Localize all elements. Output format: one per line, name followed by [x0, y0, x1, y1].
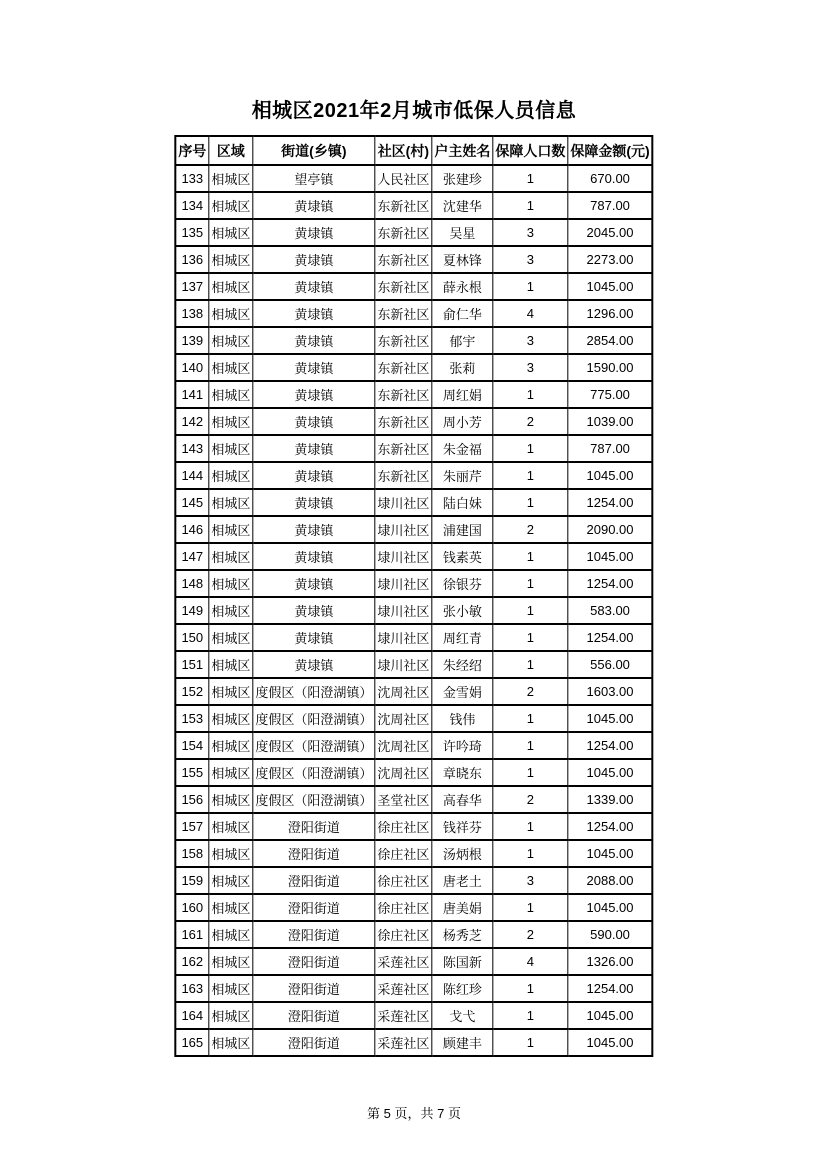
table-cell: 圣堂社区	[375, 786, 432, 813]
table-row	[175, 300, 652, 327]
table-cell: 东新社区	[375, 408, 432, 435]
table-row	[175, 543, 652, 570]
table-cell: 1	[493, 975, 568, 1002]
table-cell: 澄阳街道	[253, 1029, 375, 1056]
table-cell: 东新社区	[375, 273, 432, 300]
table-cell: 136	[175, 246, 209, 273]
table-cell: 相城区	[209, 1029, 253, 1056]
table-cell: 143	[175, 435, 209, 462]
table-cell: 1	[493, 1029, 568, 1056]
column-header: 保障人口数	[493, 136, 568, 165]
table-cell: 1045.00	[568, 840, 653, 867]
table-cell: 157	[175, 813, 209, 840]
table-cell: 135	[175, 219, 209, 246]
table-cell: 1	[493, 381, 568, 408]
table-cell: 相城区	[209, 192, 253, 219]
table-cell: 3	[493, 354, 568, 381]
table-cell: 章晓东	[432, 759, 493, 786]
table-row	[175, 732, 652, 759]
table-cell: 相城区	[209, 732, 253, 759]
table-cell: 埭川社区	[375, 516, 432, 543]
table-cell: 1254.00	[568, 624, 653, 651]
table-cell: 东新社区	[375, 435, 432, 462]
table-cell: 黄埭镇	[253, 327, 375, 354]
table-cell: 黄埭镇	[253, 354, 375, 381]
table-cell: 沈周社区	[375, 759, 432, 786]
table-cell: 160	[175, 894, 209, 921]
table-cell: 钱伟	[432, 705, 493, 732]
table-cell: 相城区	[209, 678, 253, 705]
table-cell: 相城区	[209, 165, 253, 192]
table-cell: 相城区	[209, 246, 253, 273]
table-cell: 俞仁华	[432, 300, 493, 327]
table-cell: 1	[493, 543, 568, 570]
table-cell: 141	[175, 381, 209, 408]
table-cell: 汤炳根	[432, 840, 493, 867]
table-cell: 1045.00	[568, 543, 653, 570]
table-cell: 142	[175, 408, 209, 435]
table-cell: 相城区	[209, 300, 253, 327]
table-cell: 1	[493, 732, 568, 759]
table-cell: 徐庄社区	[375, 894, 432, 921]
table-cell: 159	[175, 867, 209, 894]
table-cell: 139	[175, 327, 209, 354]
table-cell: 黄埭镇	[253, 219, 375, 246]
table-cell: 钱祥芬	[432, 813, 493, 840]
table-cell: 唐老土	[432, 867, 493, 894]
table-cell: 1254.00	[568, 570, 653, 597]
table-cell: 相城区	[209, 651, 253, 678]
table-cell: 度假区（阳澄湖镇）	[253, 759, 375, 786]
table-cell: 望亭镇	[253, 165, 375, 192]
table-row	[175, 570, 652, 597]
table-cell: 沈建华	[432, 192, 493, 219]
table-cell: 朱丽芹	[432, 462, 493, 489]
table-cell: 相城区	[209, 219, 253, 246]
table-cell: 相城区	[209, 867, 253, 894]
table-cell: 1	[493, 570, 568, 597]
column-header: 区域	[209, 136, 253, 165]
table-cell: 埭川社区	[375, 489, 432, 516]
table-cell: 黄埭镇	[253, 462, 375, 489]
table-header-row	[175, 136, 652, 165]
table-cell: 澄阳街道	[253, 867, 375, 894]
table-cell: 1	[493, 1002, 568, 1029]
table-cell: 3	[493, 219, 568, 246]
table-cell: 朱金福	[432, 435, 493, 462]
table-row	[175, 516, 652, 543]
table-cell: 黄埭镇	[253, 273, 375, 300]
table-row	[175, 948, 652, 975]
table-cell: 相城区	[209, 921, 253, 948]
table-cell: 黄埭镇	[253, 651, 375, 678]
table-cell: 1045.00	[568, 462, 653, 489]
table-row	[175, 759, 652, 786]
table-cell: 148	[175, 570, 209, 597]
table-cell: 采莲社区	[375, 948, 432, 975]
table-cell: 采莲社区	[375, 1029, 432, 1056]
table-row	[175, 435, 652, 462]
table-cell: 1	[493, 435, 568, 462]
table-cell: 2854.00	[568, 327, 653, 354]
table-cell: 590.00	[568, 921, 653, 948]
column-header: 社区(村)	[375, 136, 432, 165]
table-cell: 相城区	[209, 327, 253, 354]
table-cell: 张建珍	[432, 165, 493, 192]
table-cell: 1590.00	[568, 354, 653, 381]
table-cell: 杨秀芝	[432, 921, 493, 948]
table-cell: 黄埭镇	[253, 570, 375, 597]
table-cell: 163	[175, 975, 209, 1002]
table-cell: 134	[175, 192, 209, 219]
table-cell: 556.00	[568, 651, 653, 678]
table-cell: 陆白妹	[432, 489, 493, 516]
table-cell: 相城区	[209, 543, 253, 570]
table-cell: 相城区	[209, 381, 253, 408]
table-cell: 徐庄社区	[375, 867, 432, 894]
table-row	[175, 651, 652, 678]
table-cell: 1039.00	[568, 408, 653, 435]
table-cell: 黄埭镇	[253, 543, 375, 570]
table-cell: 东新社区	[375, 219, 432, 246]
table-cell: 161	[175, 921, 209, 948]
table-cell: 154	[175, 732, 209, 759]
table-cell: 沈周社区	[375, 732, 432, 759]
table-cell: 朱经绍	[432, 651, 493, 678]
table-cell: 3	[493, 246, 568, 273]
table-cell: 1045.00	[568, 1029, 653, 1056]
table-cell: 1339.00	[568, 786, 653, 813]
table-cell: 黄埭镇	[253, 300, 375, 327]
table-cell: 1	[493, 489, 568, 516]
table-cell: 相城区	[209, 597, 253, 624]
table-cell: 郁宇	[432, 327, 493, 354]
table-cell: 140	[175, 354, 209, 381]
table-cell: 153	[175, 705, 209, 732]
table-row	[175, 705, 652, 732]
table-cell: 1	[493, 759, 568, 786]
table-row	[175, 786, 652, 813]
table-row	[175, 1029, 652, 1056]
table-cell: 3	[493, 327, 568, 354]
table-cell: 高春华	[432, 786, 493, 813]
table-cell: 浦建国	[432, 516, 493, 543]
table-cell: 度假区（阳澄湖镇）	[253, 786, 375, 813]
table-cell: 陈红珍	[432, 975, 493, 1002]
table-cell: 775.00	[568, 381, 653, 408]
table-cell: 1	[493, 192, 568, 219]
table-cell: 黄埭镇	[253, 246, 375, 273]
table-cell: 2	[493, 408, 568, 435]
table-row	[175, 489, 652, 516]
table-cell: 相城区	[209, 489, 253, 516]
table-cell: 1045.00	[568, 894, 653, 921]
table-cell: 黄埭镇	[253, 624, 375, 651]
table-cell: 1	[493, 813, 568, 840]
table-cell: 东新社区	[375, 462, 432, 489]
table-cell: 144	[175, 462, 209, 489]
table-cell: 相城区	[209, 948, 253, 975]
table-cell: 相城区	[209, 786, 253, 813]
table-row	[175, 219, 652, 246]
table-cell: 澄阳街道	[253, 975, 375, 1002]
table-cell: 沈周社区	[375, 705, 432, 732]
table-cell: 相城区	[209, 408, 253, 435]
table-cell: 澄阳街道	[253, 894, 375, 921]
table-cell: 钱素英	[432, 543, 493, 570]
table-cell: 相城区	[209, 570, 253, 597]
table-cell: 相城区	[209, 354, 253, 381]
table-cell: 澄阳街道	[253, 813, 375, 840]
table-row	[175, 192, 652, 219]
table-cell: 133	[175, 165, 209, 192]
table-cell: 张小敏	[432, 597, 493, 624]
table-cell: 徐庄社区	[375, 813, 432, 840]
table-cell: 158	[175, 840, 209, 867]
table-cell: 徐庄社区	[375, 840, 432, 867]
column-header: 序号	[175, 136, 209, 165]
table-cell: 东新社区	[375, 381, 432, 408]
table-row	[175, 273, 652, 300]
table-cell: 1296.00	[568, 300, 653, 327]
table-cell: 2	[493, 678, 568, 705]
table-cell: 采莲社区	[375, 1002, 432, 1029]
table-cell: 澄阳街道	[253, 948, 375, 975]
table-cell: 152	[175, 678, 209, 705]
lowbao-info-table	[174, 135, 653, 1057]
table-cell: 1	[493, 840, 568, 867]
table-row	[175, 354, 652, 381]
table-cell: 162	[175, 948, 209, 975]
column-header: 街道(乡镇)	[253, 136, 375, 165]
table-cell: 戈弋	[432, 1002, 493, 1029]
table-cell: 相城区	[209, 462, 253, 489]
table-row	[175, 921, 652, 948]
page-footer: 第 5 页，共 7 页	[367, 1106, 461, 1121]
table-cell: 周小芳	[432, 408, 493, 435]
table-row	[175, 246, 652, 273]
table-cell: 1254.00	[568, 975, 653, 1002]
table-cell: 埭川社区	[375, 651, 432, 678]
table-cell: 2	[493, 921, 568, 948]
table-row	[175, 165, 652, 192]
table-cell: 夏林锋	[432, 246, 493, 273]
table-cell: 145	[175, 489, 209, 516]
table-cell: 埭川社区	[375, 624, 432, 651]
table-cell: 787.00	[568, 435, 653, 462]
table-row	[175, 867, 652, 894]
table-cell: 澄阳街道	[253, 921, 375, 948]
table-cell: 165	[175, 1029, 209, 1056]
table-cell: 采莲社区	[375, 975, 432, 1002]
table-cell: 澄阳街道	[253, 840, 375, 867]
table-row	[175, 624, 652, 651]
table-cell: 147	[175, 543, 209, 570]
table-cell: 1045.00	[568, 759, 653, 786]
table-cell: 137	[175, 273, 209, 300]
table-row	[175, 462, 652, 489]
table-cell: 相城区	[209, 840, 253, 867]
table-cell: 唐美娟	[432, 894, 493, 921]
table-cell: 东新社区	[375, 246, 432, 273]
table-cell: 1254.00	[568, 489, 653, 516]
table-cell: 相城区	[209, 705, 253, 732]
table-cell: 相城区	[209, 435, 253, 462]
table-cell: 相城区	[209, 975, 253, 1002]
table-cell: 埭川社区	[375, 543, 432, 570]
table-cell: 670.00	[568, 165, 653, 192]
table-cell: 1045.00	[568, 273, 653, 300]
table-cell: 相城区	[209, 516, 253, 543]
table-cell: 2	[493, 516, 568, 543]
table-cell: 徐庄社区	[375, 921, 432, 948]
table-row	[175, 975, 652, 1002]
table-cell: 埭川社区	[375, 570, 432, 597]
table-cell: 583.00	[568, 597, 653, 624]
table-cell: 156	[175, 786, 209, 813]
table-cell: 周红青	[432, 624, 493, 651]
table-cell: 黄埭镇	[253, 408, 375, 435]
table-cell: 1045.00	[568, 1002, 653, 1029]
table-cell: 3	[493, 867, 568, 894]
table-row	[175, 813, 652, 840]
table-cell: 2090.00	[568, 516, 653, 543]
table-cell: 164	[175, 1002, 209, 1029]
table-cell: 埭川社区	[375, 597, 432, 624]
table-cell: 黄埭镇	[253, 192, 375, 219]
page-title: 相城区2021年2月城市低保人员信息	[251, 100, 577, 122]
table-row	[175, 597, 652, 624]
table-cell: 138	[175, 300, 209, 327]
table-cell: 沈周社区	[375, 678, 432, 705]
table-cell: 度假区（阳澄湖镇）	[253, 705, 375, 732]
table-body	[175, 165, 652, 1056]
table-cell: 金雪娟	[432, 678, 493, 705]
table-row	[175, 1002, 652, 1029]
table-cell: 4	[493, 300, 568, 327]
table-cell: 相城区	[209, 894, 253, 921]
table-cell: 相城区	[209, 759, 253, 786]
table-cell: 东新社区	[375, 192, 432, 219]
table-cell: 许吟琦	[432, 732, 493, 759]
column-header: 户主姓名	[432, 136, 493, 165]
table-cell: 1	[493, 165, 568, 192]
table-cell: 薛永根	[432, 273, 493, 300]
table-cell: 相城区	[209, 624, 253, 651]
table-cell: 东新社区	[375, 327, 432, 354]
table-row	[175, 678, 652, 705]
table-cell: 度假区（阳澄湖镇）	[253, 678, 375, 705]
table-cell: 155	[175, 759, 209, 786]
table-cell: 黄埭镇	[253, 489, 375, 516]
table-cell: 1	[493, 273, 568, 300]
table-cell: 东新社区	[375, 354, 432, 381]
table-cell: 陈国新	[432, 948, 493, 975]
table-cell: 1	[493, 705, 568, 732]
table-cell: 周红娟	[432, 381, 493, 408]
table-cell: 2273.00	[568, 246, 653, 273]
table-cell: 黄埭镇	[253, 435, 375, 462]
table-cell: 1326.00	[568, 948, 653, 975]
table-row	[175, 381, 652, 408]
table-cell: 1	[493, 651, 568, 678]
column-header: 保障金额(元)	[568, 136, 653, 165]
table-cell: 1	[493, 462, 568, 489]
table-cell: 1045.00	[568, 705, 653, 732]
table-cell: 澄阳街道	[253, 1002, 375, 1029]
table-cell: 2045.00	[568, 219, 653, 246]
table-cell: 黄埭镇	[253, 516, 375, 543]
table-cell: 1254.00	[568, 732, 653, 759]
table-cell: 151	[175, 651, 209, 678]
table-cell: 4	[493, 948, 568, 975]
table-cell: 相城区	[209, 1002, 253, 1029]
table-row	[175, 840, 652, 867]
table-cell: 相城区	[209, 273, 253, 300]
table-cell: 人民社区	[375, 165, 432, 192]
table-row	[175, 408, 652, 435]
table-cell: 度假区（阳澄湖镇）	[253, 732, 375, 759]
table-row	[175, 327, 652, 354]
table-cell: 黄埭镇	[253, 597, 375, 624]
table-header	[175, 136, 652, 165]
table-cell: 顾建丰	[432, 1029, 493, 1056]
table-cell: 1254.00	[568, 813, 653, 840]
table-cell: 2	[493, 786, 568, 813]
table-cell: 1	[493, 597, 568, 624]
table-cell: 相城区	[209, 813, 253, 840]
table-cell: 黄埭镇	[253, 381, 375, 408]
table-row	[175, 894, 652, 921]
table-cell: 张莉	[432, 354, 493, 381]
table-cell: 150	[175, 624, 209, 651]
table-cell: 东新社区	[375, 300, 432, 327]
table-cell: 1603.00	[568, 678, 653, 705]
table-cell: 149	[175, 597, 209, 624]
table-cell: 2088.00	[568, 867, 653, 894]
table-cell: 146	[175, 516, 209, 543]
table-cell: 1	[493, 894, 568, 921]
table-cell: 吴星	[432, 219, 493, 246]
table-cell: 徐银芬	[432, 570, 493, 597]
table-cell: 1	[493, 624, 568, 651]
table-cell: 787.00	[568, 192, 653, 219]
